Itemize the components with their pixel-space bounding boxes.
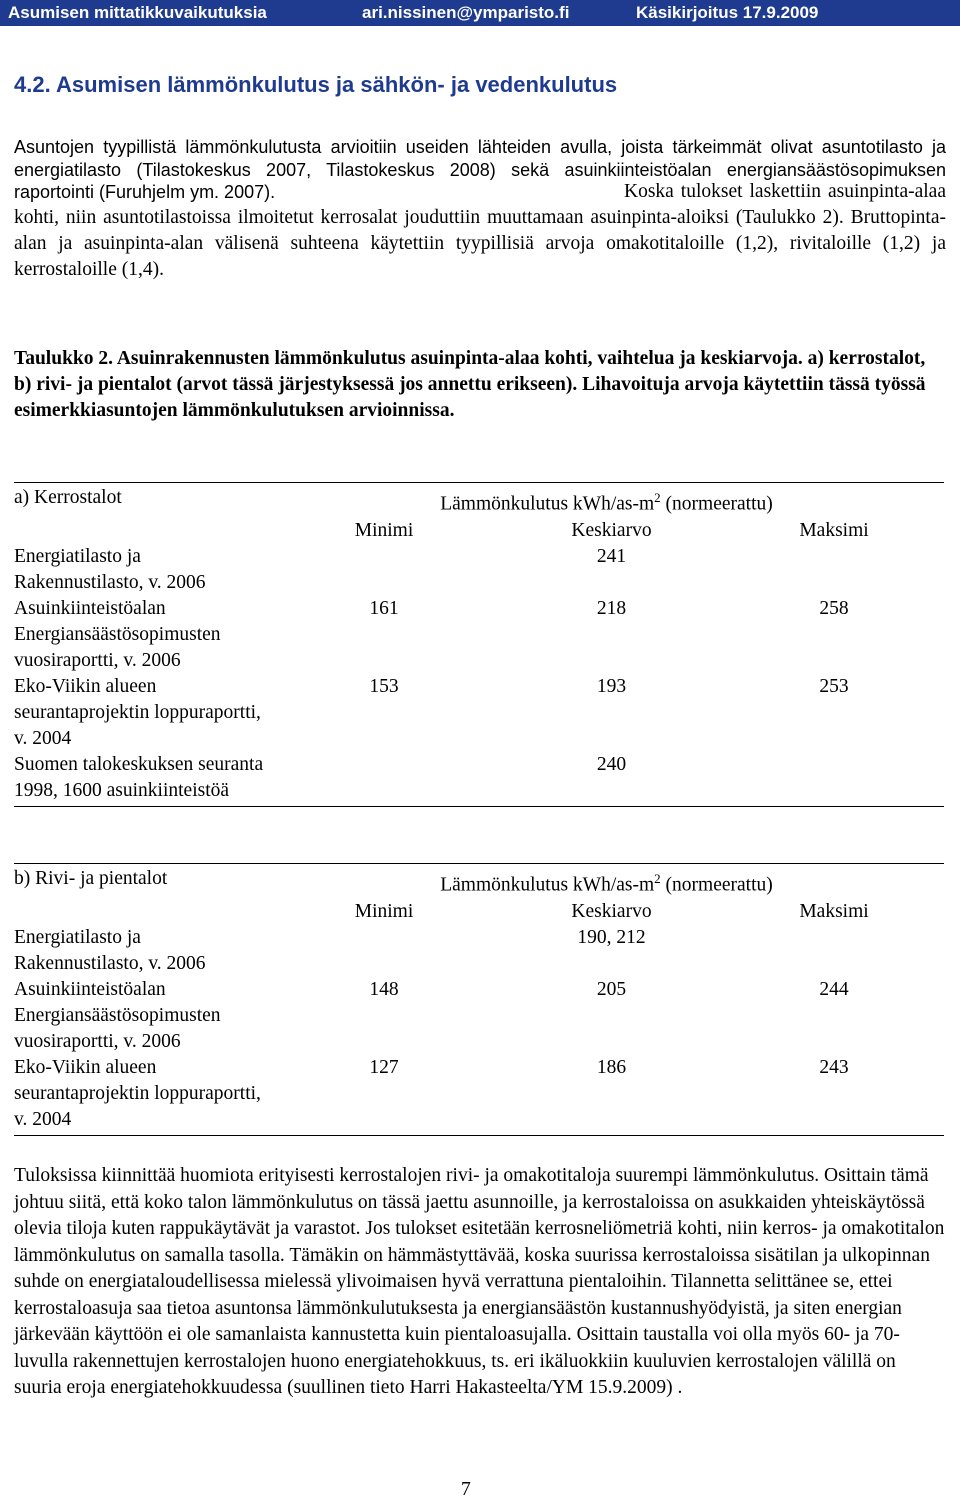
row-source: Energiatilasto ja Rakennustilasto, v. 2006 — [14, 545, 206, 593]
unit-prefix: Lämmönkulutus kWh/as-m — [440, 493, 655, 515]
row-source: Asuinkiinteistöalan Energiansäästösopimusten vuosiraportti, v. 2006 — [14, 978, 221, 1052]
intro-paragraph-sans: Asuntojen tyypillistä lämmönkulutusta arvioitiin useiden lähteiden avulla, joista tärkeimmät olivat asuntotilasto ja energiatilasto (Tilastokeskus 2007, Tilastokeskus 2008) sekä asuinkiinteistöalan energiansäästösopimuksen raportointi (Furuhjelm ym. 2007). — [14, 137, 946, 203]
unit-suffix: (normeerattu) — [660, 493, 773, 515]
row-avg: 218 — [596, 597, 627, 619]
row-source: Suomen talokeskuksen seuranta 1998, 1600 asuinkiinteistöä — [14, 752, 269, 807]
table-row — [14, 752, 944, 807]
row-avg: 241 — [596, 545, 627, 567]
row-max: 253 — [819, 675, 849, 697]
table-a-title: a) Kerrostalot — [14, 483, 269, 518]
header-draft-date: Käsikirjoitus 17.9.2009 — [636, 3, 819, 22]
row-min: 161 — [369, 597, 399, 619]
row-source: Eko-Viikin alueen seurantaprojektin loppuraportti, v. 2004 — [14, 1055, 269, 1136]
col-min-header: Minimi — [354, 900, 414, 922]
col-max-header: Maksimi — [799, 900, 869, 922]
row-max: 258 — [819, 597, 849, 619]
col-avg-header: Keskiarvo — [571, 519, 652, 541]
table-rivi-ja-pientalot — [14, 863, 944, 1136]
unit-sup: 2 — [654, 871, 661, 886]
intro-paragraph-serif-text: Koska tulokset laskettiin asuinpinta-alaa kohti, niin asuntotilastoissa ilmoitetut kerrosalat jouduttiin muuttamaan asuinpinta-aloiksi (Taulukko 2). Bruttopinta-alan ja asuinpinta-alan välisenä suhteena käytettiin tyypillisiä arvoja omakotitaloille (1,2), rivitaloille (1,2) ja kerrostaloille (1,4). — [14, 181, 946, 280]
table-row — [14, 925, 944, 977]
discussion-paragraph: Tuloksissa kiinnittää huomiota erityisesti kerrostalojen rivi- ja omakotitaloja suurempi lämmönkulutus. Osittain tämä johtuu siitä, että koko talon lämmönkulutus on tässä jaettu asunnoille, ja kerrostaloissa on asukkaiden yhteiskäytössä olevia tiloja kuten rappukäytävät ja varastot. Jos tulokset esitetään kerrosneliömetriä kohti, niin kerros- ja omakotitalon lämmönkulutus on samalla tasolla. Tämäkin on hämmästyttävää, koska suurissa kerrostaloissa sisätilan ja ulkopinnan suhde on energiataloudellisessa mielessä ylivoimaisen hyvä verrattuna pientaloihin. Tilannetta selittänee se, ettei kerrostaloasuja saa tietoa asuntonsa lämmönkulutuksesta ja energiansäästön kustannushyödyistä, ja siten energian järkevään käyttöön ei ole samanlaista kannustetta kuin pientaloasujalla. Osittain taustalla voi olla myös 60- ja 70-luvulla rakennettujen kerrostalojen huono energiatehokkuus, ts. eri ikäluokkiin kuuluvien kerrostalojen välillä on suuria eroja energiatehokkuudessa (suullinen tieto Harri Hakasteelta/YM 15.9.2009) . — [14, 1165, 945, 1398]
unit-suffix: (normeerattu) — [660, 874, 773, 896]
row-min: 127 — [269, 1055, 499, 1136]
table-row — [14, 674, 944, 752]
row-source: Asuinkiinteistöalan Energiansäästösopimusten vuosiraportti, v. 2006 — [14, 597, 221, 671]
row-max: 243 — [724, 1055, 944, 1136]
running-header — [0, 0, 960, 26]
unit-sup: 2 — [654, 490, 661, 505]
row-avg: 186 — [499, 1055, 724, 1136]
col-max-header: Maksimi — [799, 519, 869, 541]
row-min: 153 — [369, 675, 399, 697]
table-row — [14, 977, 944, 1055]
table-caption: Taulukko 2. Asuinrakennusten lämmönkulutus asuinpinta-alaa kohti, vaihtelua ja keskiarvoja. a) kerrostalot, b) rivi- ja pientalot (arvot tässä järjestyksessä jos annettu erikseen). Lihavoituja arvoja käytettiin tässä työssä esimerkkiasuntojen lämmönkulutuksen arvioinnissa. — [14, 348, 926, 421]
row-min — [269, 544, 499, 596]
row-source: Eko-Viikin alueen seurantaprojektin loppuraportti, v. 2004 — [14, 675, 261, 749]
section-title: 4.2. Asumisen lämmönkulutus ja sähkön- ja vedenkulutus — [14, 72, 618, 97]
row-max: 244 — [819, 978, 849, 1000]
table-b-unit-header — [269, 864, 944, 899]
unit-prefix: Lämmönkulutus kWh/as-m — [440, 874, 655, 896]
col-min-header: Minimi — [354, 519, 414, 541]
row-avg: 190, 212 — [577, 926, 646, 948]
header-document-title: Asumisen mittatikkuvaikutuksia — [8, 3, 267, 22]
row-avg: 193 — [596, 675, 627, 697]
row-max — [724, 752, 944, 807]
row-min — [269, 752, 499, 807]
table-row — [14, 1055, 944, 1136]
row-max — [724, 544, 944, 596]
row-avg: 205 — [596, 978, 627, 1000]
intro-paragraph-serif — [14, 179, 946, 283]
table-row — [14, 596, 944, 674]
table-kerrostalot — [14, 482, 944, 807]
row-min: 148 — [369, 978, 399, 1000]
row-source: Energiatilasto ja Rakennustilasto, v. 2006 — [14, 926, 206, 974]
row-avg: 240 — [499, 752, 724, 807]
header-email: ari.nissinen@ymparisto.fi — [362, 3, 570, 22]
table-b-title: b) Rivi- ja pientalot — [14, 864, 269, 899]
table-row — [14, 544, 944, 596]
col-avg-header: Keskiarvo — [571, 900, 652, 922]
page-number: 7 — [461, 1479, 471, 1500]
row-min — [269, 925, 499, 977]
row-max — [724, 925, 944, 977]
table-a-unit-header — [269, 483, 944, 518]
